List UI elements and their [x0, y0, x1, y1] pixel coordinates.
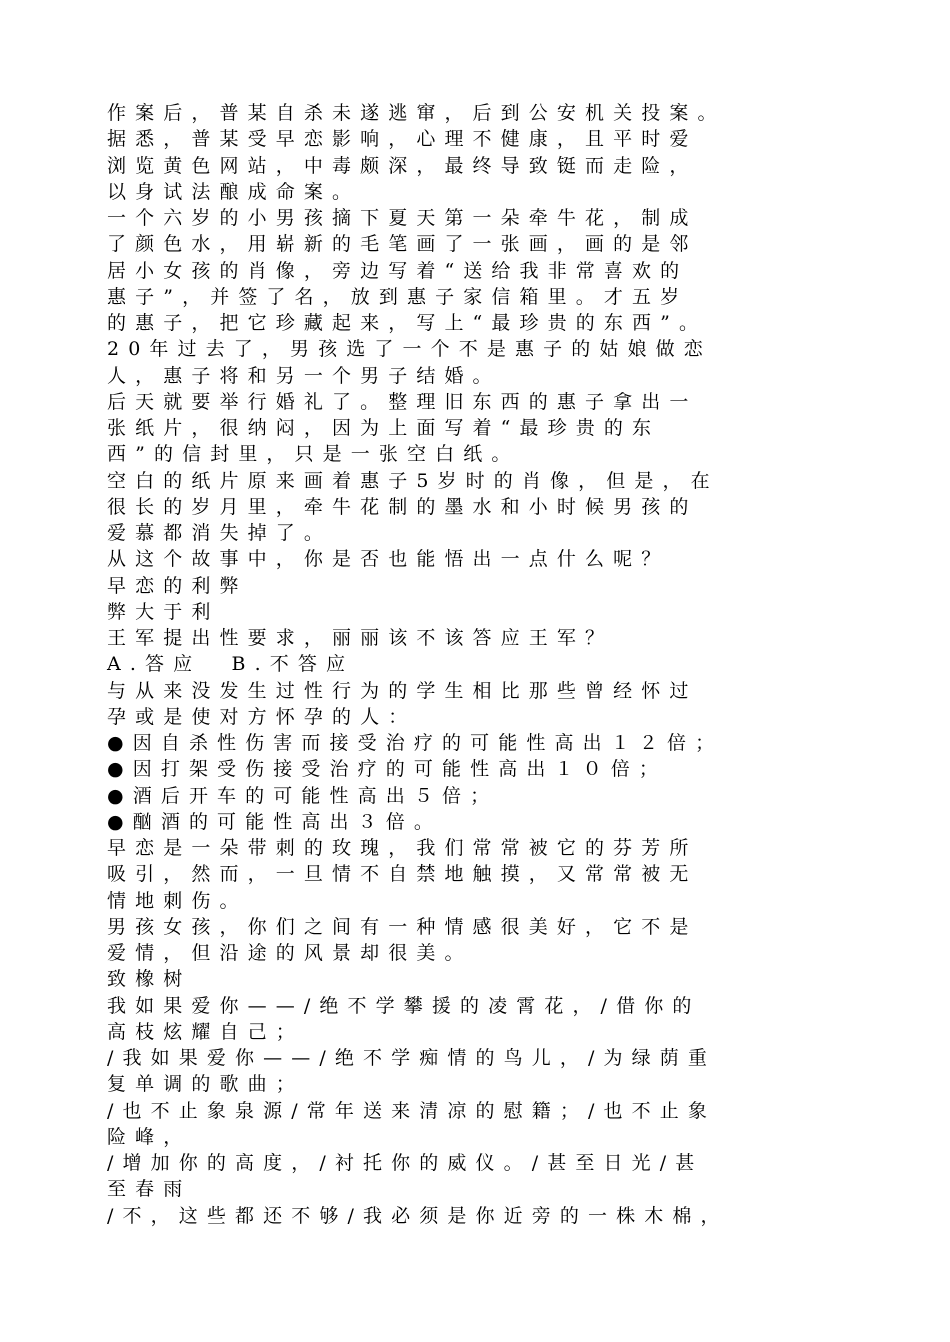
text-line: 吸引，然而，一旦情不自禁地触摸，又常常被无 — [107, 863, 698, 886]
text-line: 作案后，普某自杀未遂逃窜，后到公安机关投案。 — [107, 102, 726, 124]
text-line: 空白的纸片原来画着惠子5岁时的肖像，但是，在 — [107, 469, 719, 492]
poem-line: 险峰， — [107, 1125, 192, 1148]
text-line: 早恋是一朵带刺的玫瑰，我们常常被它的芬芳所 — [107, 837, 698, 859]
poem-line: 我如果爱你——/绝不学攀援的凌霄花，/借你的 — [107, 994, 701, 1017]
text-line: 一个六岁的小男孩摘下夏天第一朵牵牛花，制成 — [107, 207, 698, 229]
text-line: 爱慕都消失掉了。 — [107, 522, 332, 544]
poem-line: 至春雨 — [107, 1178, 192, 1201]
text-line: 了颜色水，用崭新的毛笔画了一张画，画的是邻 — [107, 233, 698, 256]
text-line: 从这个故事中，你是否也能悟出一点什么呢？ — [107, 548, 670, 571]
text-line: 浏览黄色网站，中毒颇深，最终导致铤而走险， — [107, 154, 698, 177]
text-line: 居小女孩的肖像，旁边写着“送给我非常喜欢的 — [107, 259, 689, 282]
body-text — [107, 100, 867, 1229]
poem-line: /也不止象泉源/常年送来清凉的慰籍；/也不止象 — [107, 1099, 716, 1122]
text-line: 弊大于利 — [107, 600, 220, 623]
bullet-item: ●因自杀性伤害而接受治疗的可能性高出１２倍； — [107, 732, 724, 754]
bullet-item: ●酒后开车的可能性高出５倍； — [107, 784, 499, 807]
bullet-item: ●因打架受伤接受治疗的可能性高出１０倍； — [107, 758, 667, 781]
text-line: 西”的信封里，只是一张空白纸。 — [107, 443, 520, 466]
text-line: 男孩女孩，你们之间有一种情感很美好，它不是 — [107, 915, 698, 938]
text-line: 人，惠子将和另一个男子结婚。 — [107, 364, 501, 387]
text-line: 爱情，但沿途的风景却很美。 — [107, 942, 473, 964]
poem-line: 复单调的歌曲； — [107, 1073, 304, 1096]
text-line: 据悉，普某受早恋影响，心理不健康，且平时爱 — [107, 128, 698, 151]
text-line: 张纸片，很纳闷，因为上面写着“最珍贵的东 — [107, 417, 661, 439]
text-line: 的惠子，把它珍藏起来，写上“最珍贵的东西”。 — [107, 312, 708, 334]
bullet-item: ●酗酒的可能性高出３倍。 — [107, 810, 443, 833]
poem-line: /增加你的高度，/衬托你的威仪。/甚至日光/甚 — [107, 1152, 704, 1174]
poem-line: /我如果爱你——/绝不学痴情的鸟儿，/为绿荫重 — [107, 1047, 716, 1069]
question-line: 王军提出性要求，丽丽该不该答应王军？ — [107, 627, 614, 649]
text-line: 孕或是使对方怀孕的人： — [107, 705, 417, 728]
text-line: 20年过去了，男孩选了一个不是惠子的姑娘做恋 — [107, 338, 712, 361]
text-line: 情地刺伤。 — [107, 889, 248, 912]
text-line: 以身试法酿成命案。 — [107, 180, 361, 203]
text-line: 很长的岁月里，牵牛花制的墨水和小时候男孩的 — [107, 495, 698, 518]
text-line: 与从来没发生过性行为的学生相比那些曾经怀过 — [107, 679, 698, 702]
section-heading: 早恋的利弊 — [107, 574, 248, 597]
text-line: 后天就要举行婚礼了。整理旧东西的惠子拿出一 — [107, 390, 698, 413]
poem-line: /不，这些都还不够/我必须是你近旁的一株木棉， — [107, 1204, 729, 1227]
poem-title: 致橡树 — [107, 968, 192, 991]
poem-line: 高枝炫耀自己； — [107, 1020, 304, 1043]
text-line: 惠子”，并签了名，放到惠子家信箱里。才五岁 — [107, 285, 689, 308]
answer-options: A.答应 B.不答应 — [107, 653, 355, 676]
